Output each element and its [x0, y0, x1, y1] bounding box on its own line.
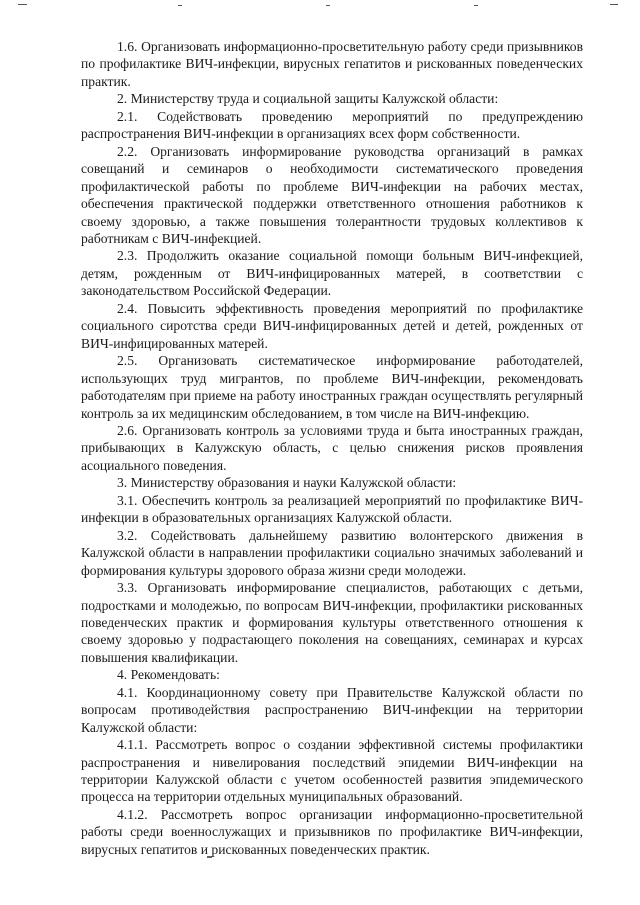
paragraph: 2.4. Повысить эффективность проведения мероприятий по профилактике социального сиротства среди ВИЧ-инфицированных детей и детей, рожденных от ВИЧ-инфицированных матерей.	[81, 300, 583, 351]
scan-edge-mark	[610, 4, 618, 5]
paragraph: 3.1. Обеспечить контроль за реализацией мероприятий по профилактике ВИЧ-инфекции в образовательных организациях Калужской области.	[81, 492, 583, 526]
paragraph: 4.1. Координационному совету при Правительстве Калужской области по вопросам противодействия распространению ВИЧ-инфекции на территории Калужской области:	[81, 684, 583, 735]
scan-edge-mark	[18, 4, 27, 5]
paragraph: 4. Рекомендовать:	[117, 667, 220, 683]
paragraph: 2.6. Организовать контроль за условиями труда и быта иностранных граждан, прибывающих в Калужскую область, с целью снижения рисков проявления асоциального поведения.	[81, 422, 583, 473]
paragraph: 2.1. Содействовать проведению мероприятий по предупреждению распространения ВИЧ-инфекции в организациях всех форм собственности.	[81, 108, 583, 142]
paragraph: 4.1.2. Рассмотреть вопрос организации информационно-просветительной работы среди военнослужащих и призывников по профилактике ВИЧ-инфекции, вирусных гепатитов и рискованных поведенческих практик.	[81, 806, 583, 857]
paragraph: 2.2. Организовать информирование руководства организаций в рамках совещаний и семинаров о необходимости систематического проведения профилактической работы по проблеме ВИЧ-инфекции на рабочих местах, обеспечения практической поддержки ответственного отношения работников к своему здоровью, а также повышения толерантности трудовых коллективов к работникам с ВИЧ-инфекцией.	[81, 143, 583, 246]
scan-edge-mark	[326, 5, 330, 6]
paragraph: 2. Министерству труда и социальной защиты Калужской области:	[117, 91, 499, 107]
paragraph: 3.3. Организовать информирование специалистов, работающих с детьми, подростками и молодежью, по вопросам ВИЧ-инфекции, профилактики рискованных поведенческих практик и формирования культуры ответственного отношения к своему здоровью у подрастающего поколения на совещаниях, семинарах и курсах повышения квалификации.	[81, 580, 583, 665]
scan-edge-mark	[178, 5, 182, 6]
paragraph: 2.5. Организовать систематическое информирование работодателей, использующих труд мигрантов, по проблеме ВИЧ-инфекции, рекомендовать работодателям при приеме на работу иностранных граждан осуществлять регулярный контроль за их медицинским обследованием, в том числе на ВИЧ-инфекцию.	[81, 353, 583, 421]
paragraph: 3. Министерству образования и науки Калужской области:	[117, 475, 457, 491]
paragraph: 1.6. Организовать информационно-просветительную работу среди призывников по профилактике ВИЧ-инфекции, вирусных гепатитов и рискованных поведенческих практик.	[81, 39, 583, 89]
paragraph: 2.3. Продолжить оказание социальной помощи больным ВИЧ-инфекцией, детям, рожденным от ВИЧ-инфицированных матерей, в соответствии с законодательством Российской Федерации.	[81, 248, 583, 299]
document-page	[81, 38, 583, 858]
scan-edge-mark	[474, 5, 478, 6]
paragraph: 4.1.1. Рассмотреть вопрос о создании эффективной системы профилактики распространения и нивелирования последствий эпидемии ВИЧ-инфекции на территории Калужской области с учетом особенностей развития эпидемического процесса на территории отдельных муниципальных образований.	[81, 737, 583, 805]
paragraph: 3.2. Содействовать дальнейшему развитию волонтерского движения в Калужской области в направлении профилактики социально значимых заболеваний и формирования культуры здорового образа жизни среди молодежи.	[81, 527, 583, 578]
